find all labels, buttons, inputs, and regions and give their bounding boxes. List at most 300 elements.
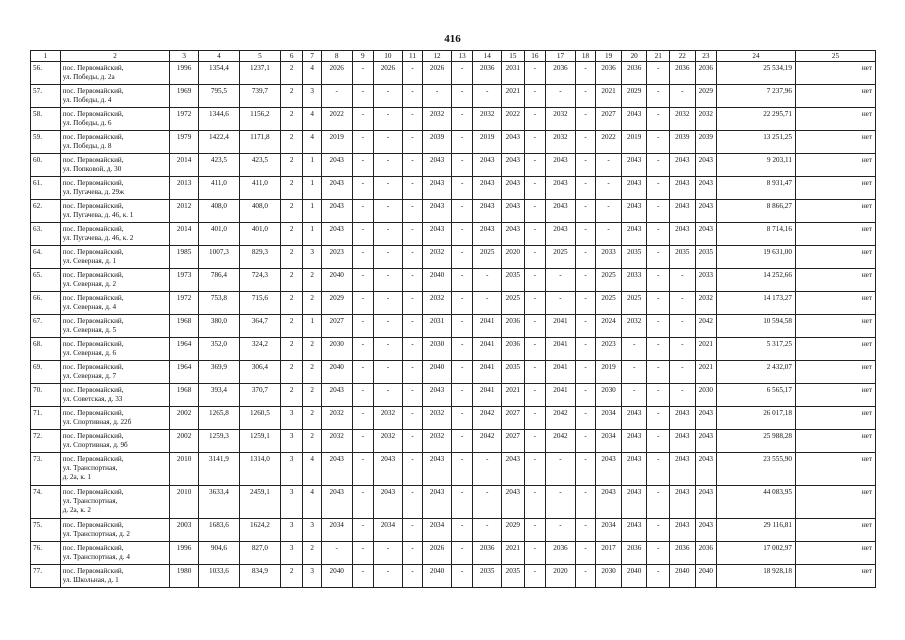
planned-year-cell: 2032 bbox=[473, 108, 502, 131]
column-header: 9 bbox=[352, 51, 374, 62]
address-line: ул. Северная, д. 5 bbox=[62, 326, 117, 334]
address-line: пос. Первомайский, bbox=[62, 340, 124, 348]
planned-year-cell: - bbox=[451, 154, 473, 177]
planned-year-cell: - bbox=[575, 361, 595, 384]
planned-year-cell: - bbox=[352, 361, 374, 384]
living-area-cell: 1171,8 bbox=[239, 131, 280, 154]
planned-year-cell: 2043 bbox=[695, 200, 717, 223]
planned-year-cell: 2033 bbox=[695, 269, 717, 292]
planned-year-cell: - bbox=[451, 430, 473, 453]
planned-year-cell: 2032 bbox=[546, 108, 576, 131]
planned-year-cell: - bbox=[546, 85, 576, 108]
planned-year-cell: 2042 bbox=[473, 430, 502, 453]
planned-year-cell: - bbox=[402, 338, 422, 361]
address-line: пос. Первомайский, bbox=[62, 202, 124, 210]
planned-year-cell: 2042 bbox=[473, 407, 502, 430]
planned-year-cell: - bbox=[352, 85, 374, 108]
planned-year-cell: - bbox=[647, 292, 670, 315]
column-7-cell: 3 bbox=[303, 565, 321, 588]
planned-year-cell: - bbox=[402, 384, 422, 407]
planned-year-cell: 2025 bbox=[621, 292, 647, 315]
address-cell bbox=[60, 338, 170, 361]
planned-year-cell: - bbox=[524, 85, 546, 108]
table-row bbox=[31, 486, 876, 519]
column-7-cell: 3 bbox=[303, 519, 321, 542]
column-header: 18 bbox=[575, 51, 595, 62]
planned-year-cell: 2021 bbox=[502, 384, 525, 407]
planned-year-cell: - bbox=[575, 62, 595, 85]
living-area-cell: 423,5 bbox=[239, 154, 280, 177]
row-number-cell: 62. bbox=[31, 200, 61, 223]
planned-year-cell: - bbox=[352, 108, 374, 131]
planned-year-cell: 2023 bbox=[596, 338, 622, 361]
column-6-cell: 2 bbox=[280, 565, 303, 588]
column-header: 5 bbox=[239, 51, 280, 62]
address-line: пос. Первомайский, bbox=[62, 294, 124, 302]
planned-year-cell: - bbox=[352, 519, 374, 542]
planned-year-cell: - bbox=[402, 200, 422, 223]
repair-flag-cell: нет bbox=[795, 131, 875, 154]
repair-flag-cell: нет bbox=[795, 154, 875, 177]
planned-year-cell: - bbox=[451, 200, 473, 223]
planned-year-cell: 2036 bbox=[502, 315, 525, 338]
planned-year-cell: - bbox=[575, 338, 595, 361]
planned-year-cell: 2043 bbox=[321, 384, 352, 407]
planned-year-cell: 2043 bbox=[502, 177, 525, 200]
planned-year-cell: 2043 bbox=[502, 223, 525, 246]
row-number-cell: 63. bbox=[31, 223, 61, 246]
cost-cell: 13 251,25 bbox=[717, 131, 796, 154]
planned-year-cell: - bbox=[524, 131, 546, 154]
build-year-cell: 2003 bbox=[170, 519, 199, 542]
total-area-cell: 411,0 bbox=[198, 177, 239, 200]
address-line: д. 2а, к. 1 bbox=[62, 473, 91, 481]
planned-year-cell: - bbox=[575, 453, 595, 486]
planned-year-cell: 2043 bbox=[321, 154, 352, 177]
planned-year-cell: 2019 bbox=[321, 131, 352, 154]
planned-year-cell: - bbox=[451, 62, 473, 85]
planned-year-cell: 2033 bbox=[621, 269, 647, 292]
living-area-cell: 1156,2 bbox=[239, 108, 280, 131]
planned-year-cell: - bbox=[402, 292, 422, 315]
planned-year-cell: - bbox=[352, 486, 374, 519]
planned-year-cell: 2043 bbox=[695, 453, 717, 486]
planned-year-cell: 2043 bbox=[423, 486, 452, 519]
planned-year-cell: - bbox=[352, 200, 374, 223]
planned-year-cell: 2025 bbox=[596, 292, 622, 315]
row-number-cell: 74. bbox=[31, 486, 61, 519]
planned-year-cell: 2043 bbox=[502, 200, 525, 223]
address-line: пос. Первомайский, bbox=[62, 544, 124, 552]
planned-year-cell: 2027 bbox=[502, 407, 525, 430]
planned-year-cell: - bbox=[669, 361, 695, 384]
column-7-cell: 1 bbox=[303, 223, 321, 246]
row-number-cell: 57. bbox=[31, 85, 61, 108]
planned-year-cell: - bbox=[374, 565, 403, 588]
repair-flag-cell: нет bbox=[795, 565, 875, 588]
planned-year-cell: - bbox=[352, 542, 374, 565]
planned-year-cell: 2043 bbox=[695, 486, 717, 519]
planned-year-cell: - bbox=[352, 62, 374, 85]
planned-year-cell: - bbox=[374, 338, 403, 361]
planned-year-cell: - bbox=[575, 223, 595, 246]
cost-cell: 22 295,71 bbox=[717, 108, 796, 131]
planned-year-cell: 2026 bbox=[423, 62, 452, 85]
planned-year-cell: - bbox=[647, 108, 670, 131]
total-area-cell: 1259,3 bbox=[198, 430, 239, 453]
build-year-cell: 1968 bbox=[170, 384, 199, 407]
row-number-cell: 76. bbox=[31, 542, 61, 565]
repair-flag-cell: нет bbox=[795, 200, 875, 223]
planned-year-cell: - bbox=[352, 384, 374, 407]
column-header: 17 bbox=[546, 51, 576, 62]
planned-year-cell: - bbox=[647, 154, 670, 177]
column-6-cell: 3 bbox=[280, 486, 303, 519]
table-row bbox=[31, 407, 876, 430]
total-area-cell: 795,5 bbox=[198, 85, 239, 108]
planned-year-cell: - bbox=[669, 384, 695, 407]
address-line: ул. Транспортная, д. 2 bbox=[62, 530, 130, 538]
planned-year-cell: 2041 bbox=[546, 338, 576, 361]
planned-year-cell: - bbox=[402, 315, 422, 338]
column-header: 15 bbox=[502, 51, 525, 62]
planned-year-cell: 2041 bbox=[546, 384, 576, 407]
planned-year-cell: - bbox=[575, 154, 595, 177]
planned-year-cell: 2043 bbox=[669, 177, 695, 200]
row-number-cell: 68. bbox=[31, 338, 61, 361]
table-row bbox=[31, 519, 876, 542]
planned-year-cell: 2043 bbox=[621, 453, 647, 486]
planned-year-cell: - bbox=[546, 453, 576, 486]
build-year-cell: 2010 bbox=[170, 486, 199, 519]
address-line: ул. Северная, д. 7 bbox=[62, 372, 117, 380]
column-header: 14 bbox=[473, 51, 502, 62]
cost-cell: 44 083,95 bbox=[717, 486, 796, 519]
planned-year-cell: 2043 bbox=[669, 407, 695, 430]
row-number-cell: 72. bbox=[31, 430, 61, 453]
address-line: пос. Первомайский, bbox=[62, 156, 124, 164]
planned-year-cell: - bbox=[669, 269, 695, 292]
row-number-cell: 61. bbox=[31, 177, 61, 200]
planned-year-cell: - bbox=[575, 246, 595, 269]
row-number-cell: 70. bbox=[31, 384, 61, 407]
build-year-cell: 1968 bbox=[170, 315, 199, 338]
planned-year-cell: 2036 bbox=[621, 542, 647, 565]
address-cell bbox=[60, 384, 170, 407]
planned-year-cell: - bbox=[596, 177, 622, 200]
planned-year-cell: 2043 bbox=[596, 486, 622, 519]
cost-cell: 10 594,58 bbox=[717, 315, 796, 338]
planned-year-cell: 2043 bbox=[621, 223, 647, 246]
planned-year-cell: - bbox=[374, 246, 403, 269]
total-area-cell: 1033,6 bbox=[198, 565, 239, 588]
address-line: ул. Спортивная, д. 22б bbox=[62, 418, 132, 426]
table-row bbox=[31, 542, 876, 565]
planned-year-cell: 2035 bbox=[502, 565, 525, 588]
planned-year-cell: - bbox=[647, 338, 670, 361]
column-header: 4 bbox=[198, 51, 239, 62]
row-number-cell: 77. bbox=[31, 565, 61, 588]
planned-year-cell: - bbox=[524, 565, 546, 588]
column-7-cell: 2 bbox=[303, 361, 321, 384]
column-7-cell: 4 bbox=[303, 486, 321, 519]
column-6-cell: 2 bbox=[280, 108, 303, 131]
planned-year-cell: - bbox=[352, 407, 374, 430]
planned-year-cell: 2043 bbox=[669, 519, 695, 542]
table-row bbox=[31, 453, 876, 486]
living-area-cell: 2459,1 bbox=[239, 486, 280, 519]
planned-year-cell: 2043 bbox=[423, 200, 452, 223]
planned-year-cell: - bbox=[321, 85, 352, 108]
planned-year-cell: - bbox=[575, 177, 595, 200]
table-body bbox=[31, 62, 876, 588]
planned-year-cell: 2039 bbox=[423, 131, 452, 154]
address-cell bbox=[60, 177, 170, 200]
total-area-cell: 1683,6 bbox=[198, 519, 239, 542]
build-year-cell: 2012 bbox=[170, 200, 199, 223]
planned-year-cell: 2040 bbox=[423, 269, 452, 292]
planned-year-cell: 2027 bbox=[321, 315, 352, 338]
table-row bbox=[31, 384, 876, 407]
planned-year-cell: - bbox=[546, 519, 576, 542]
living-area-cell: 324,2 bbox=[239, 338, 280, 361]
planned-year-cell: 2032 bbox=[621, 315, 647, 338]
planned-year-cell: - bbox=[524, 542, 546, 565]
planned-year-cell: - bbox=[402, 430, 422, 453]
column-7-cell: 1 bbox=[303, 177, 321, 200]
planned-year-cell: - bbox=[524, 486, 546, 519]
planned-year-cell: - bbox=[374, 154, 403, 177]
address-line: ул. Пугачева, д. 46, к. 1 bbox=[62, 211, 134, 219]
planned-year-cell: - bbox=[374, 315, 403, 338]
planned-year-cell: - bbox=[575, 292, 595, 315]
column-7-cell: 4 bbox=[303, 453, 321, 486]
column-6-cell: 2 bbox=[280, 177, 303, 200]
column-header: 24 bbox=[717, 51, 796, 62]
planned-year-cell: - bbox=[402, 62, 422, 85]
address-line: пос. Первомайский, bbox=[62, 521, 124, 529]
column-7-cell: 2 bbox=[303, 292, 321, 315]
address-cell bbox=[60, 315, 170, 338]
repair-flag-cell: нет bbox=[795, 85, 875, 108]
planned-year-cell: 2043 bbox=[669, 154, 695, 177]
planned-year-cell: 2022 bbox=[596, 131, 622, 154]
table-row bbox=[31, 292, 876, 315]
planned-year-cell: - bbox=[596, 154, 622, 177]
planned-year-cell: - bbox=[451, 542, 473, 565]
planned-year-cell: 2040 bbox=[423, 565, 452, 588]
row-number-cell: 60. bbox=[31, 154, 61, 177]
planned-year-cell: 2031 bbox=[423, 315, 452, 338]
living-area-cell: 1237,1 bbox=[239, 62, 280, 85]
planned-year-cell: 2043 bbox=[423, 223, 452, 246]
address-cell bbox=[60, 486, 170, 519]
total-area-cell: 393,4 bbox=[198, 384, 239, 407]
row-number-cell: 59. bbox=[31, 131, 61, 154]
address-line: ул. Попковой, д. 30 bbox=[62, 165, 122, 173]
build-year-cell: 2014 bbox=[170, 223, 199, 246]
planned-year-cell: 2036 bbox=[473, 542, 502, 565]
row-number-cell: 66. bbox=[31, 292, 61, 315]
planned-year-cell: - bbox=[451, 315, 473, 338]
planned-year-cell: 2039 bbox=[695, 131, 717, 154]
planned-year-cell: 2043 bbox=[423, 453, 452, 486]
planned-year-cell: - bbox=[473, 269, 502, 292]
planned-year-cell: 2043 bbox=[596, 453, 622, 486]
address-line: пос. Первомайский, bbox=[62, 133, 124, 141]
address-line: пос. Первомайский, bbox=[62, 386, 124, 394]
planned-year-cell: - bbox=[352, 565, 374, 588]
column-7-cell: 2 bbox=[303, 407, 321, 430]
planned-year-cell: 2030 bbox=[321, 338, 352, 361]
build-year-cell: 2010 bbox=[170, 453, 199, 486]
cost-cell: 26 017,18 bbox=[717, 407, 796, 430]
planned-year-cell: - bbox=[524, 315, 546, 338]
address-line: пос. Первомайский, bbox=[62, 432, 124, 440]
planned-year-cell: - bbox=[647, 62, 670, 85]
column-header: 7 bbox=[303, 51, 321, 62]
planned-year-cell: - bbox=[647, 565, 670, 588]
planned-year-cell: - bbox=[352, 131, 374, 154]
column-6-cell: 2 bbox=[280, 246, 303, 269]
address-line: ул. Победы, д. 8 bbox=[62, 142, 112, 150]
cost-cell: 2 432,07 bbox=[717, 361, 796, 384]
planned-year-cell: 2032 bbox=[423, 407, 452, 430]
address-line: пос. Первомайский, bbox=[62, 488, 124, 496]
planned-year-cell: 2041 bbox=[546, 315, 576, 338]
cost-cell: 25 988,28 bbox=[717, 430, 796, 453]
column-6-cell: 3 bbox=[280, 430, 303, 453]
row-number-cell: 71. bbox=[31, 407, 61, 430]
living-area-cell: 1259,1 bbox=[239, 430, 280, 453]
total-area-cell: 1344,6 bbox=[198, 108, 239, 131]
table-row bbox=[31, 315, 876, 338]
planned-year-cell: 2040 bbox=[621, 565, 647, 588]
planned-year-cell: - bbox=[402, 565, 422, 588]
address-cell bbox=[60, 269, 170, 292]
planned-year-cell: 2043 bbox=[669, 200, 695, 223]
table-row bbox=[31, 223, 876, 246]
planned-year-cell: 2041 bbox=[473, 338, 502, 361]
column-header: 10 bbox=[374, 51, 403, 62]
cost-cell: 8 714,16 bbox=[717, 223, 796, 246]
planned-year-cell: 2043 bbox=[546, 154, 576, 177]
planned-year-cell: - bbox=[647, 361, 670, 384]
address-line: пос. Первомайский, bbox=[62, 567, 124, 575]
planned-year-cell: 2025 bbox=[502, 292, 525, 315]
planned-year-cell: - bbox=[621, 384, 647, 407]
cost-cell: 7 237,96 bbox=[717, 85, 796, 108]
planned-year-cell: 2043 bbox=[621, 486, 647, 519]
living-area-cell: 411,0 bbox=[239, 177, 280, 200]
planned-year-cell: 2019 bbox=[473, 131, 502, 154]
table-row bbox=[31, 361, 876, 384]
living-area-cell: 364,7 bbox=[239, 315, 280, 338]
address-cell bbox=[60, 292, 170, 315]
planned-year-cell: 2043 bbox=[695, 430, 717, 453]
planned-year-cell: - bbox=[524, 108, 546, 131]
address-line: ул. Советская, д. 33 bbox=[62, 395, 123, 403]
address-cell bbox=[60, 131, 170, 154]
planned-year-cell: 2043 bbox=[423, 177, 452, 200]
planned-year-cell: - bbox=[451, 486, 473, 519]
planned-year-cell: 2030 bbox=[695, 384, 717, 407]
column-6-cell: 2 bbox=[280, 85, 303, 108]
address-line: пос. Первомайский, bbox=[62, 363, 124, 371]
address-line: пос. Первомайский, bbox=[62, 87, 124, 95]
planned-year-cell: 2035 bbox=[502, 361, 525, 384]
living-area-cell: 408,0 bbox=[239, 200, 280, 223]
planned-year-cell: 2032 bbox=[546, 131, 576, 154]
planned-year-cell: 2025 bbox=[473, 246, 502, 269]
planned-year-cell: 2029 bbox=[621, 85, 647, 108]
address-line: ул. Пугачева, д. 46, к. 2 bbox=[62, 234, 134, 242]
repair-flag-cell: нет bbox=[795, 384, 875, 407]
planned-year-cell: 2032 bbox=[423, 246, 452, 269]
column-6-cell: 2 bbox=[280, 361, 303, 384]
column-6-cell: 2 bbox=[280, 384, 303, 407]
planned-year-cell: - bbox=[374, 108, 403, 131]
planned-year-cell: 2032 bbox=[423, 292, 452, 315]
planned-year-cell: 2043 bbox=[321, 177, 352, 200]
planned-year-cell: - bbox=[402, 407, 422, 430]
planned-year-cell: 2034 bbox=[423, 519, 452, 542]
column-6-cell: 2 bbox=[280, 62, 303, 85]
address-cell bbox=[60, 430, 170, 453]
planned-year-cell: 2043 bbox=[502, 131, 525, 154]
planned-year-cell: - bbox=[352, 269, 374, 292]
planned-year-cell: - bbox=[402, 519, 422, 542]
build-year-cell: 1985 bbox=[170, 246, 199, 269]
column-7-cell: 3 bbox=[303, 246, 321, 269]
build-year-cell: 2014 bbox=[170, 154, 199, 177]
planned-year-cell: 2043 bbox=[374, 486, 403, 519]
planned-year-cell: 2021 bbox=[596, 85, 622, 108]
address-cell bbox=[60, 223, 170, 246]
planned-year-cell: - bbox=[647, 519, 670, 542]
column-6-cell: 2 bbox=[280, 338, 303, 361]
planned-year-cell: - bbox=[451, 108, 473, 131]
planned-year-cell: - bbox=[669, 85, 695, 108]
planned-year-cell: 2027 bbox=[596, 108, 622, 131]
planned-year-cell: 2035 bbox=[502, 269, 525, 292]
cost-cell: 23 555,90 bbox=[717, 453, 796, 486]
column-header: 3 bbox=[170, 51, 199, 62]
build-year-cell: 1964 bbox=[170, 361, 199, 384]
planned-year-cell: 2043 bbox=[695, 223, 717, 246]
planned-year-cell: 2033 bbox=[596, 246, 622, 269]
address-line: ул. Северная, д. 4 bbox=[62, 303, 117, 311]
planned-year-cell: 2040 bbox=[321, 269, 352, 292]
planned-year-cell: - bbox=[321, 542, 352, 565]
column-6-cell: 2 bbox=[280, 269, 303, 292]
planned-year-cell: 2022 bbox=[502, 108, 525, 131]
planned-year-cell: 2043 bbox=[546, 177, 576, 200]
planned-year-cell: - bbox=[451, 85, 473, 108]
planned-year-cell: - bbox=[524, 384, 546, 407]
planned-year-cell: - bbox=[669, 292, 695, 315]
planned-year-cell: 2032 bbox=[695, 292, 717, 315]
planned-year-cell: 2043 bbox=[502, 154, 525, 177]
planned-year-cell: - bbox=[374, 269, 403, 292]
planned-year-cell: 2043 bbox=[473, 177, 502, 200]
planned-year-cell: 2043 bbox=[423, 384, 452, 407]
planned-year-cell: - bbox=[546, 292, 576, 315]
planned-year-cell: - bbox=[669, 338, 695, 361]
page-number: 416 bbox=[444, 33, 461, 45]
build-year-cell: 1996 bbox=[170, 62, 199, 85]
column-7-cell: 1 bbox=[303, 315, 321, 338]
